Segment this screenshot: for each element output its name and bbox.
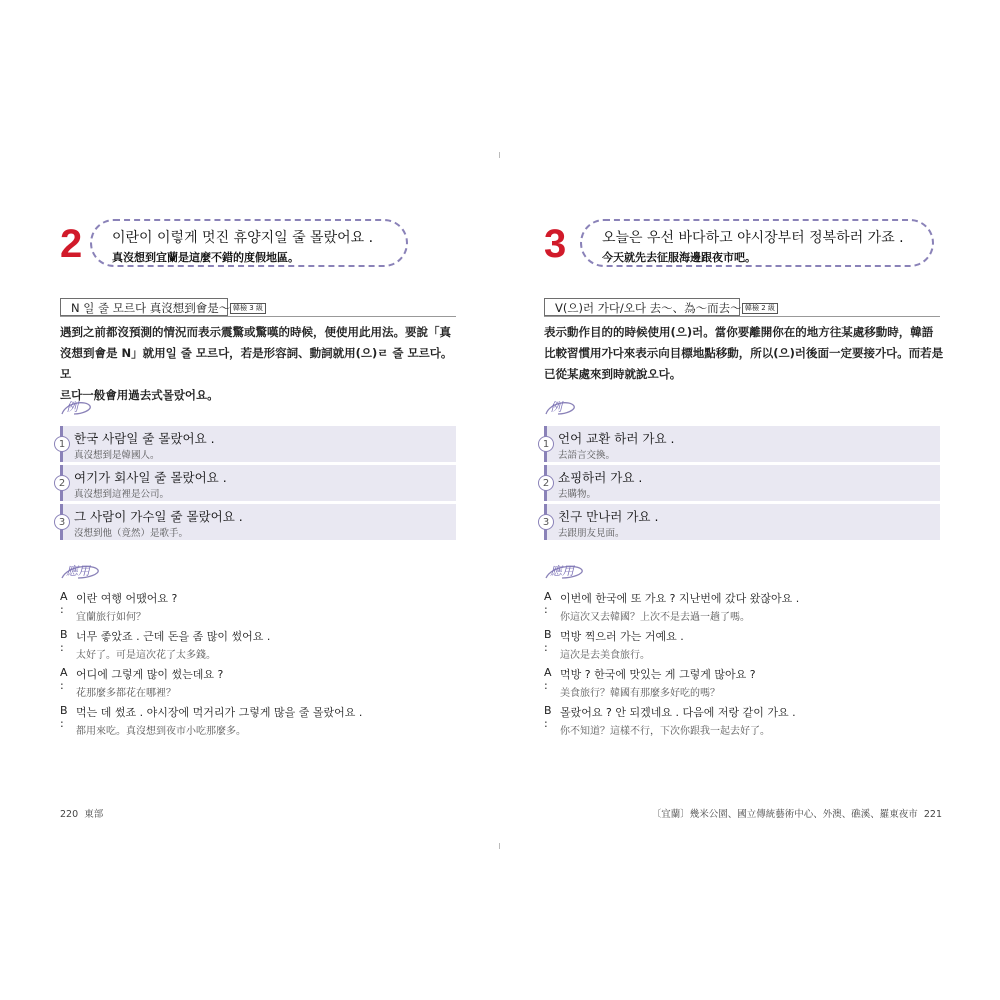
dialogue-korean: 이란 여행 어땠어요 ? bbox=[76, 592, 178, 605]
dialogue-chinese: 你不知道？這樣不行，下次你跟我一起去好了。 bbox=[560, 726, 770, 737]
explanation bbox=[60, 322, 460, 406]
right-page bbox=[500, 0, 1000, 1000]
dialogue-korean: 어디에 그렇게 많이 썼는데요 ? bbox=[76, 668, 224, 681]
grammar-underline bbox=[544, 316, 940, 317]
speaker: A : bbox=[544, 590, 552, 616]
application-tab bbox=[60, 562, 102, 582]
page-footer bbox=[652, 806, 942, 820]
dialogue-korean: 너무 좋았죠 . 근데 돈을 좀 많이 썼어요 . bbox=[76, 630, 271, 643]
dialogue-chinese: 花那麼多都花在哪裡？ bbox=[76, 688, 176, 699]
example-number: 2 bbox=[54, 475, 70, 491]
speaker: B : bbox=[544, 704, 552, 730]
example-chinese: 真沒想到這裡是公司。 bbox=[74, 489, 170, 500]
explanation-line: 沒想到會是 N」就用일 줄 모르다，若是形容詞、動詞就用(으)ㄹ 줄 모르다。모 bbox=[60, 346, 453, 381]
speaker: B : bbox=[544, 628, 552, 654]
title-bubble bbox=[580, 219, 934, 267]
speaker: B : bbox=[60, 704, 68, 730]
speaker: A : bbox=[60, 666, 68, 692]
example-tab bbox=[60, 398, 94, 418]
example-korean: 언어 교환 하러 가요 . bbox=[558, 431, 675, 446]
example-chinese: 去購物。 bbox=[558, 489, 597, 500]
dialogue-chinese: 你這次又去韓國？上次不是去過一趟了嗎。 bbox=[560, 612, 750, 623]
example-row bbox=[60, 465, 456, 501]
explanation-line: 르다一般會用過去式몰랐어요。 bbox=[60, 388, 219, 402]
application-tab-label: 應用 bbox=[66, 564, 91, 578]
example-tab-label: 例 bbox=[66, 400, 79, 414]
title-chinese: 今天就先去征服海邊跟夜市吧。 bbox=[602, 251, 756, 264]
example-tab-label: 例 bbox=[550, 400, 563, 414]
application-tab-label: 應用 bbox=[550, 564, 575, 578]
example-row bbox=[544, 426, 940, 462]
example-chinese: 沒想到他（竟然）是歌手。 bbox=[74, 528, 189, 539]
footer-section: 東部 bbox=[84, 809, 104, 820]
grammar-level-badge: 韓檢 3 級 bbox=[230, 303, 266, 314]
dialogue-korean: 이번에 한국에 또 가요 ? 지난번에 갔다 왔잖아요 . bbox=[560, 592, 800, 605]
example-tab bbox=[544, 398, 578, 418]
speaker: A : bbox=[544, 666, 552, 692]
example-chinese: 去語言交換。 bbox=[558, 450, 616, 461]
grammar-label: V(으)러 가다/오다 去～、為～而去～ bbox=[544, 298, 740, 316]
speaker: A : bbox=[60, 590, 68, 616]
example-number: 3 bbox=[54, 514, 70, 530]
dialogue-korean: 먹방 ? 한국에 맛있는 게 그렇게 많아요 ? bbox=[560, 668, 756, 681]
dialogue-chinese: 美食旅行？韓國有那麼多好吃的嗎？ bbox=[560, 688, 720, 699]
title-korean: 오늘은 우선 바다하고 야시장부터 정복하러 가죠 . bbox=[602, 230, 904, 246]
explanation-line: 比較習慣用가다來表示向目標地點移動，所以(으)러後面一定要接가다。而若是 bbox=[544, 346, 944, 360]
title-bubble bbox=[90, 219, 408, 267]
speaker: B : bbox=[60, 628, 68, 654]
grammar-level-badge: 韓檢 2 級 bbox=[742, 303, 778, 314]
example-korean: 한국 사람일 줄 몰랐어요 . bbox=[74, 431, 215, 446]
example-row bbox=[544, 465, 940, 501]
page-footer bbox=[60, 806, 103, 820]
explanation bbox=[544, 322, 954, 385]
example-korean: 친구 만나러 가요 . bbox=[558, 509, 659, 524]
page-number: 221 bbox=[923, 809, 942, 820]
title-chinese: 真沒想到宜蘭是這麼不錯的度假地區。 bbox=[112, 251, 299, 264]
dialogue-chinese: 這次是去美食旅行。 bbox=[560, 650, 650, 661]
dialogue-korean: 먹방 찍으러 가는 거예요 . bbox=[560, 630, 684, 643]
title-korean: 이란이 이렇게 멋진 휴양지일 줄 몰랐어요 . bbox=[112, 230, 374, 246]
explanation-line: 已從某處來到時就說오다。 bbox=[544, 367, 682, 381]
example-number: 3 bbox=[538, 514, 554, 530]
example-korean: 그 사람이 가수일 줄 몰랐어요 . bbox=[74, 509, 243, 524]
example-korean: 쇼핑하러 가요 . bbox=[558, 470, 643, 485]
grammar-underline bbox=[60, 316, 456, 317]
explanation-line: 表示動作目的的時候使用(으)러。當你要離開你在的地方往某處移動時，韓語 bbox=[544, 325, 934, 339]
dialogue-chinese: 都用來吃。真沒想到夜市小吃那麼多。 bbox=[76, 726, 246, 737]
example-chinese: 去跟朋友見面。 bbox=[558, 528, 625, 539]
page-number: 220 bbox=[60, 809, 79, 820]
dialogue-korean: 먹는 데 썼죠 . 야시장에 먹거리가 그렇게 많을 줄 몰랐어요 . bbox=[76, 706, 363, 719]
example-chinese: 真沒想到是韓國人。 bbox=[74, 450, 160, 461]
dialogue-chinese: 太好了。可是這次花了太多錢。 bbox=[76, 650, 216, 661]
dialogue-chinese: 宜蘭旅行如何？ bbox=[76, 612, 146, 623]
dialogue-korean: 몰랐어요 ? 안 되겠네요 . 다음에 저랑 같이 가요 . bbox=[560, 706, 796, 719]
example-row bbox=[60, 504, 456, 540]
grammar-label: N 일 줄 모르다 真沒想到會是～ bbox=[60, 298, 228, 316]
example-row bbox=[60, 426, 456, 462]
footer-section: 〔宜蘭〕幾米公園、國立傳統藝術中心、外澳、礁溪、羅東夜市 bbox=[651, 809, 918, 820]
section-number: 2 bbox=[60, 222, 83, 266]
example-number: 1 bbox=[538, 436, 554, 452]
example-number: 1 bbox=[54, 436, 70, 452]
example-row bbox=[544, 504, 940, 540]
example-number: 2 bbox=[538, 475, 554, 491]
example-korean: 여기가 회사일 줄 몰랐어요 . bbox=[74, 470, 227, 485]
section-number: 3 bbox=[544, 222, 567, 266]
application-tab bbox=[544, 562, 586, 582]
explanation-line: 遇到之前都沒預測的情況而表示震驚或驚嘆的時候，便使用此用法。要說「真 bbox=[60, 325, 451, 339]
